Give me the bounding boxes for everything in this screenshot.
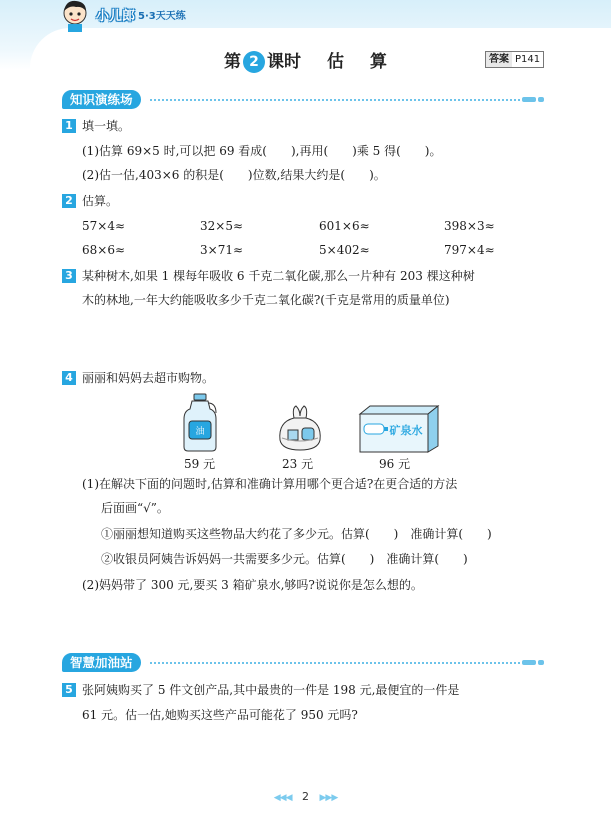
question-line: (2)妈妈带了 300 元,要买 3 箱矿泉水,够吗?说说你是怎么想的。 xyxy=(82,578,423,592)
footer-left-arrows: ◀◀◀ xyxy=(273,793,292,803)
question-number: 5 xyxy=(62,683,76,697)
brand-name: 小儿郎 xyxy=(96,9,136,24)
water-box-icon xyxy=(354,404,440,454)
question-line: 61 元。估一估,她购买这些产品可能花了 950 元吗? xyxy=(82,708,358,722)
question-line: 张阿姨购买了 5 件文创产品,其中最贵的一件是 198 元,最便宜的一件是 xyxy=(82,683,460,697)
answer-page: P141 xyxy=(515,54,541,65)
section-end-mark xyxy=(522,660,536,665)
section-divider xyxy=(150,99,520,101)
estimate-item: 5×402≈ xyxy=(319,243,370,257)
price-oil: 59 元 xyxy=(184,457,216,471)
price-water: 96 元 xyxy=(379,457,411,471)
water-label: 矿泉水 xyxy=(389,424,423,437)
question-number: 3 xyxy=(62,269,76,283)
page-footer xyxy=(0,790,611,803)
price-bag: 23 元 xyxy=(282,457,314,471)
section-header-practice xyxy=(62,89,141,109)
question-line: (1)在解决下面的问题时,估算和准确计算用哪个更合适?在更合适的方法 xyxy=(82,477,458,491)
estimate-item: 32×5≈ xyxy=(200,219,244,233)
question-prompt: 估算。 xyxy=(82,194,119,208)
brand-sub: 5·3天天练 xyxy=(138,11,186,22)
estimate-item: 68×6≈ xyxy=(82,243,126,257)
estimate-item: 3×71≈ xyxy=(200,243,244,257)
question-line: ①丽丽想知道购买这些物品大约花了多少元。估算( ) 准确计算( ) xyxy=(101,527,492,541)
estimate-item: 797×4≈ xyxy=(444,243,495,257)
question-prompt: 填一填。 xyxy=(82,119,131,133)
question-line: (1)估算 69×5 时,可以把 69 看成( ),再用( )乘 5 得( )。 xyxy=(82,144,442,158)
lesson-number-badge: 2 xyxy=(243,51,265,73)
lesson-topic-2: 算 xyxy=(370,52,387,72)
estimate-item: 398×3≈ xyxy=(444,219,495,233)
oil-label: 油 xyxy=(195,427,205,437)
footer-right-arrows: ▶▶▶ xyxy=(319,793,338,803)
estimate-row xyxy=(82,219,542,235)
question-number: 1 xyxy=(62,119,76,133)
mascot-boy-icon xyxy=(60,0,90,32)
question-number: 4 xyxy=(62,371,76,385)
question-line: 某种树木,如果 1 棵每年吸收 6 千克二氧化碳,那么一片种有 203 棵这种树 xyxy=(82,269,475,283)
question-line: 后面画“√”。 xyxy=(101,501,169,515)
question-line: ②收银员阿姨告诉妈妈一共需要多少元。估算( ) 准确计算( ) xyxy=(101,552,468,566)
section-end-mark xyxy=(522,97,536,102)
oil-bottle-icon xyxy=(180,393,220,453)
section-divider xyxy=(150,662,520,664)
lesson-prefix: 第 xyxy=(224,52,241,72)
page-number: 2 xyxy=(302,790,309,803)
section-header-challenge xyxy=(62,652,141,672)
question-line: (2)估一估,403×6 的积是( )位数,结果大约是( )。 xyxy=(82,168,386,182)
section-end-mark xyxy=(538,660,544,665)
question-line: 木的林地,一年大约能吸收多少千克二氧化碳?(千克是常用的质量单位) xyxy=(82,293,450,307)
question-prompt: 丽丽和妈妈去超市购物。 xyxy=(82,371,215,385)
estimate-item: 601×6≈ xyxy=(319,219,370,233)
estimate-row xyxy=(82,243,542,259)
answer-reference xyxy=(485,51,544,68)
section-end-mark xyxy=(538,97,544,102)
section-title: 知识演练场 xyxy=(62,90,141,109)
question-number: 2 xyxy=(62,194,76,208)
section-title: 智慧加油站 xyxy=(62,653,141,672)
bag-icon xyxy=(276,404,324,452)
lesson-suffix: 课时 xyxy=(267,52,301,72)
estimate-item: 57×4≈ xyxy=(82,219,126,233)
lesson-topic-1: 估 xyxy=(327,52,344,72)
answer-label: 答案 xyxy=(486,52,512,67)
